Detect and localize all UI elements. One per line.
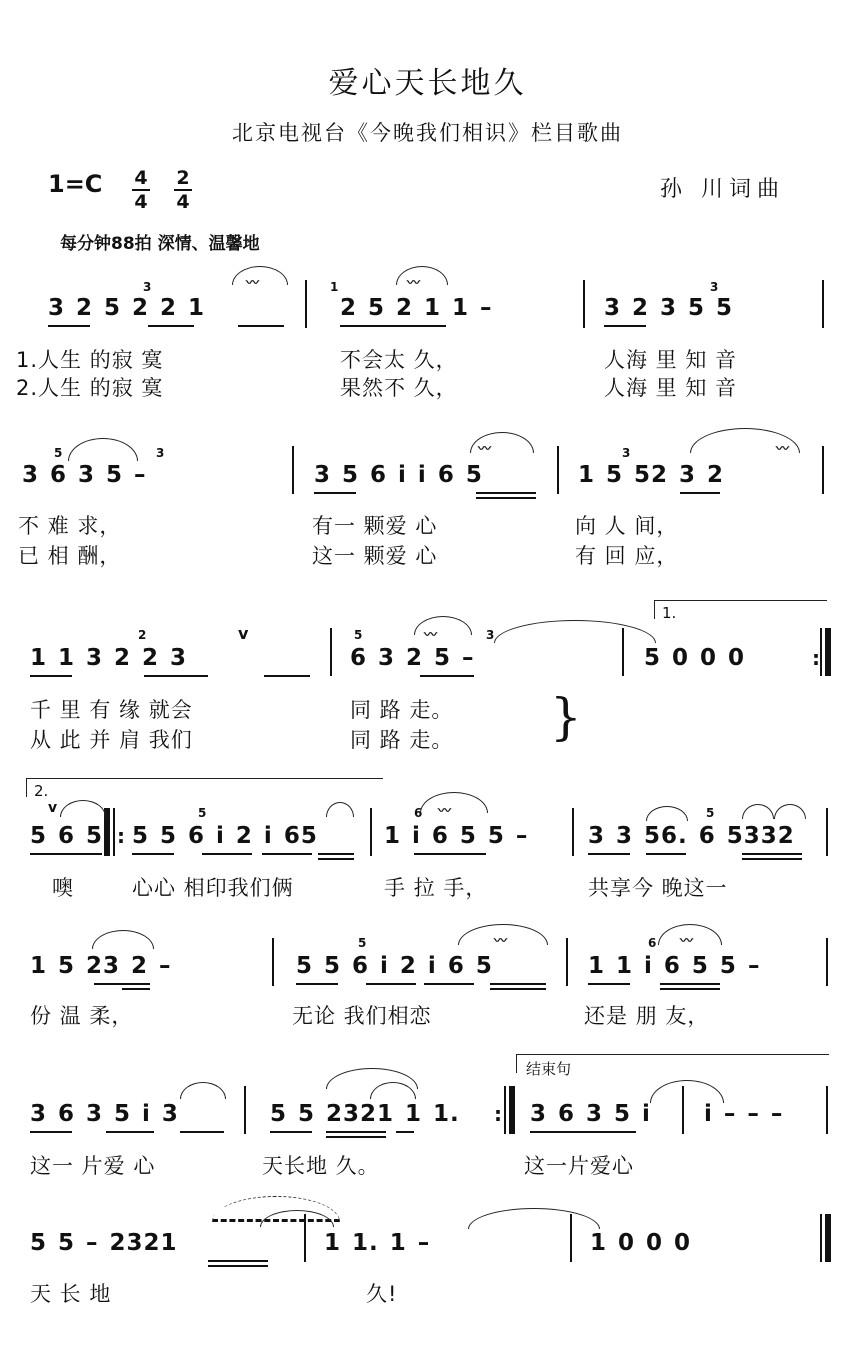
underline-beam [296, 983, 338, 985]
barline [566, 938, 568, 986]
underline-beam [94, 983, 150, 985]
slur [420, 792, 488, 813]
lyric-v1: 有一 颗爱 心 [312, 514, 438, 538]
lyric-v2: 人海 里 知 音 [604, 376, 738, 400]
underline-beam [742, 858, 802, 860]
mordent-icon: 〰 [494, 934, 508, 949]
grace-note: 3 [710, 280, 719, 294]
song-subtitle: 北京电视台《今晚我们相识》栏目歌曲 [232, 121, 623, 145]
grace-note: 5 [354, 628, 363, 642]
slur [326, 802, 354, 817]
measure-3-notes: 3 2 3 5 5 [604, 295, 734, 321]
time-sig-num: 2 [176, 167, 190, 189]
measure-1-notes: 3 2 5 2 2 1 [48, 295, 206, 321]
lyric: 心心 相印我们俩 [132, 876, 294, 900]
measure-15-notes: 5 5 6 i 2 i 6 5 [296, 953, 493, 979]
slur [180, 1082, 226, 1099]
final-barline [825, 1214, 831, 1262]
underline-beam [106, 1131, 154, 1133]
measure-11-notes: 5 5 6 i 2 i 65 [132, 823, 318, 849]
tie [650, 1080, 724, 1103]
barline [583, 280, 585, 328]
barline [826, 938, 828, 986]
underline-beam [132, 853, 174, 855]
thick-barline [825, 628, 831, 676]
underline-beam [30, 675, 72, 677]
lyric: 久! [366, 1282, 398, 1306]
mordent-icon: 〰 [424, 628, 438, 643]
underline-beam [208, 1265, 268, 1267]
underline-beam [148, 325, 194, 327]
mordent-icon: 〰 [438, 804, 452, 819]
slur [742, 804, 774, 819]
barline [557, 446, 559, 494]
barline [826, 1086, 828, 1134]
measure-14-notes: 1 5 23 2 – [30, 953, 172, 979]
barline [330, 628, 332, 676]
mordent-icon: 〰 [246, 276, 260, 291]
measure-6-notes: 1 5 52 3 2 [578, 462, 725, 488]
underline-beam [144, 675, 208, 677]
grace-note: 5 [198, 806, 207, 820]
underline-beam [238, 325, 284, 327]
grace-note: 3 [486, 628, 495, 642]
underline-beam [424, 983, 474, 985]
lyric-v2: 果然不 久， [340, 376, 458, 400]
mordent-icon: 〰 [478, 442, 492, 457]
underline-beam [314, 492, 356, 494]
lyric: 噢 [52, 876, 74, 900]
barline [822, 280, 824, 328]
lyric-v1: 千 里 有 缘 就会 [30, 698, 193, 722]
grace-note: 5 [358, 936, 367, 950]
lyric: 手 拉 手， [384, 876, 488, 900]
measure-4-notes: 3 6 3 5 – [22, 462, 147, 488]
lyric: 无论 我们相恋 [292, 1004, 432, 1028]
second-ending-bracket [26, 778, 383, 797]
underline-beam [30, 853, 102, 855]
underline-beam [318, 858, 354, 860]
slur [414, 616, 472, 635]
lyric: 共享今 晚这一 [588, 876, 728, 900]
measure-5-notes: 3 5 6 i i 6 5 [314, 462, 483, 488]
measure-16-notes: 1 1 i 6 5 5 – [588, 953, 761, 979]
lyric-v2: 从 此 并 肩 我们 [30, 728, 193, 752]
grace-note: 3 [143, 280, 152, 294]
measure-7-notes: 1 1 3 2 2 3 [30, 645, 188, 671]
lyric-v1: 同 路 走。 [350, 698, 454, 722]
lyric-v1: 1.人生 的寂 寞 [16, 348, 164, 372]
underline-beam [490, 988, 546, 990]
mordent-icon: 〰 [407, 276, 421, 291]
song-title: 爱心天长地久 [328, 66, 527, 101]
underline-beam [264, 675, 310, 677]
first-ending-label: 1. [662, 604, 677, 622]
grace-note: 5 [706, 806, 715, 820]
slur [60, 800, 106, 817]
slur [646, 806, 688, 821]
underline-beam [604, 325, 646, 327]
lyric-v2: 有 回 应， [575, 544, 679, 568]
underline-beam [180, 1131, 224, 1133]
breath-mark: v [48, 800, 58, 816]
lyric: 天 长 地 [30, 1282, 112, 1306]
underline-beam [742, 853, 802, 855]
underline-beam [490, 983, 546, 985]
underline-beam [660, 988, 720, 990]
underline-beam [318, 853, 354, 855]
measure-13-notes: 3 3 56. 6 5332 [588, 823, 795, 849]
measure-10-notes: 5 6 5 [30, 823, 104, 849]
underline-beam [208, 1260, 268, 1262]
underline-beam [530, 1131, 636, 1133]
lyric-v2: 这一 颗爱 心 [312, 544, 438, 568]
underline-beam [326, 1136, 386, 1138]
underline-beam [30, 1131, 72, 1133]
barline [504, 1086, 506, 1134]
underline-beam [588, 853, 630, 855]
lyric-v1: 不会太 久， [340, 348, 458, 372]
underline-beam [262, 853, 312, 855]
lyric-v2: 已 相 酬， [18, 544, 122, 568]
measure-2-notes: 2 5 2 1 1 – [340, 295, 493, 321]
underline-beam [414, 853, 486, 855]
underline-beam [48, 325, 90, 327]
repeat-end-dots: : [494, 1102, 502, 1126]
ending-label: 结束句 [526, 1060, 572, 1078]
lyric-v1: 不 难 求， [18, 514, 122, 538]
barline [572, 808, 574, 856]
tie [494, 620, 656, 643]
grace-note: 5 [54, 446, 63, 460]
time-signature-4-4 [132, 168, 150, 212]
grace-note: 6 [648, 936, 657, 950]
mordent-icon: 〰 [776, 442, 790, 457]
composer-credit: 孙 川词曲 [660, 177, 785, 202]
time-signature-2-4 [174, 168, 192, 212]
repeat-end-dots: : [812, 646, 820, 670]
grace-note: 3 [622, 446, 631, 460]
breath-mark: v [238, 624, 249, 643]
underline-beam [588, 983, 630, 985]
underline-beam [202, 853, 252, 855]
underline-beam [476, 497, 536, 499]
underline-beam [340, 325, 446, 327]
measure-23-notes: 1 0 0 0 [590, 1230, 692, 1256]
mordent-icon: 〰 [680, 934, 694, 949]
second-ending-label: 2. [34, 782, 49, 800]
measure-8-notes: 6 3 2 5 – [350, 645, 475, 671]
barline [292, 446, 294, 494]
lyric-v1: 人海 里 知 音 [604, 348, 738, 372]
barline [820, 1214, 822, 1262]
barline [113, 808, 115, 856]
measure-12-notes: 1 i 6 5 5 – [384, 823, 529, 849]
barline [822, 446, 824, 494]
slur [92, 930, 154, 949]
key-signature: 1=C [48, 170, 103, 198]
underline-beam [326, 1131, 386, 1133]
underline-beam [366, 983, 416, 985]
grace-note: 2 [138, 628, 147, 642]
grace-note: 6 [414, 806, 423, 820]
first-ending-bracket [654, 600, 827, 619]
thick-barline [509, 1086, 515, 1134]
barline [826, 808, 828, 856]
barline [820, 628, 822, 676]
measure-17-notes: 3 6 3 5 i 3 [30, 1101, 179, 1127]
measure-19-notes: 3 6 3 5 i [530, 1101, 651, 1127]
barline [244, 1086, 246, 1134]
underline-beam [476, 492, 536, 494]
slur [232, 266, 288, 285]
tie [468, 1208, 600, 1229]
underline-beam [660, 983, 720, 985]
measure-9-notes: 5 0 0 0 [644, 645, 746, 671]
verse-brace: } [550, 688, 582, 746]
grace-note: 1 [330, 280, 339, 294]
barline [272, 938, 274, 986]
slur [68, 438, 138, 461]
lyric-v2: 同 路 走。 [350, 728, 454, 752]
measure-22-notes: 1 1. 1 – [324, 1230, 431, 1256]
measure-20-notes: i – – – [704, 1101, 784, 1127]
slur [774, 804, 806, 819]
measure-21-notes: 5 5 – 2321 [30, 1230, 178, 1256]
tempo-marking: 每分钟88拍 深情、温馨地 [60, 234, 260, 254]
underline-beam [680, 492, 720, 494]
time-sig-den: 4 [176, 191, 190, 213]
lyric: 这一片爱心 [524, 1154, 634, 1178]
measure-18-notes: 5 5 2321 1 1. [270, 1101, 460, 1127]
lyric: 份 温 柔， [30, 1004, 134, 1028]
lyric: 还是 朋 友， [584, 1004, 710, 1028]
repeat-start-dots: : [117, 824, 125, 848]
underline-beam [270, 1131, 312, 1133]
time-sig-den: 4 [134, 191, 148, 213]
barline [305, 280, 307, 328]
barline [370, 808, 372, 856]
lyric: 天长地 久。 [262, 1154, 380, 1178]
underline-beam [646, 853, 686, 855]
lyric-v1: 向 人 间， [575, 514, 679, 538]
lyric: 这一 片爱 心 [30, 1154, 156, 1178]
lyric-v2: 2.人生 的寂 寞 [16, 376, 164, 400]
underline-beam [396, 1131, 414, 1133]
time-sig-num: 4 [134, 167, 148, 189]
underline-beam [122, 988, 150, 990]
grace-note: 3 [156, 446, 165, 460]
slur [396, 266, 448, 285]
underline-beam [420, 675, 474, 677]
